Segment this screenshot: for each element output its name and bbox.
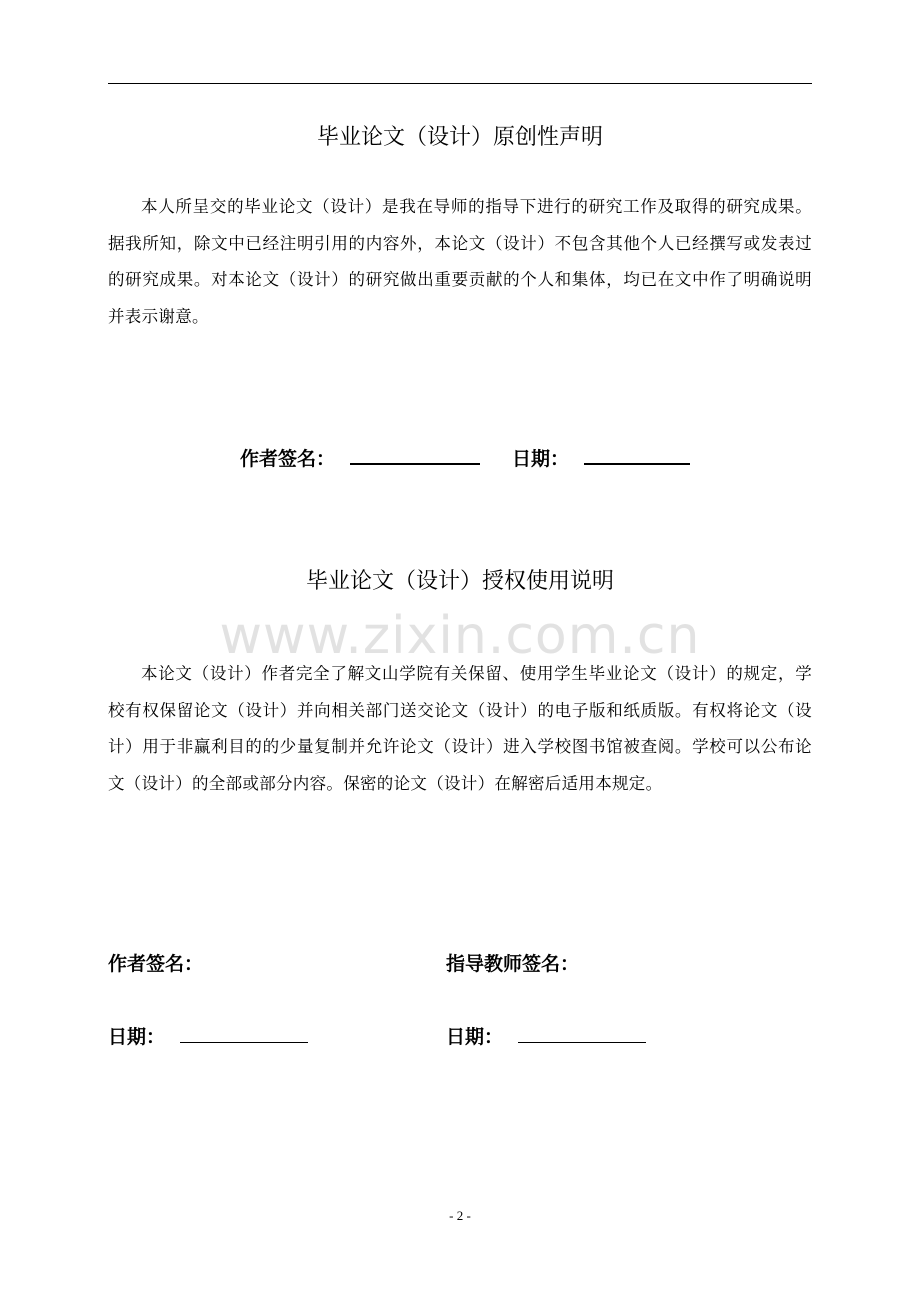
header-rule [108, 83, 812, 84]
watermark: www.zixin.com.cn [219, 606, 701, 666]
authorization-date-right [446, 1024, 646, 1049]
advisor-signature: 指导教师签名： [446, 953, 580, 975]
authorization-author-signature: 作者签名： [108, 953, 204, 975]
authorization-date-right-line [518, 1024, 646, 1043]
declaration-date-line [584, 445, 690, 465]
authorization-date-right-label: 日期： [446, 1026, 504, 1048]
declaration-body: 本人所呈交的毕业论文（设计）是我在导师的指导下进行的研究工作及取得的研究成果。据我所知，除文中已经注明引用的内容外，本论文（设计）不包含其他个人已经撰写或发表过的研究成果。对本论文（设计）的研究做出重要贡献的个人和集体，均已在文中作了明确说明并表示谢意。 [108, 197, 812, 326]
authorization-date-left [108, 1024, 308, 1049]
authorization-body: 本论文（设计）作者完全了解文山学院有关保留、使用学生毕业论文（设计）的规定，学校有权保留论文（设计）并向相关部门送交论文（设计）的电子版和纸质版。有权将论文（设计）用于非赢利目的的少量复制并允许论文（设计）进入学校图书馆被查阅。学校可以公布论文（设计）的全部或部分内容。保密的论文（设计）在解密后适用本规定。 [108, 664, 812, 793]
declaration-date [512, 445, 690, 471]
declaration-author-label: 作者签名： [240, 448, 336, 470]
declaration-author-line [350, 445, 480, 465]
declaration-author-signature [240, 445, 480, 471]
authorization-title: 毕业论文（设计）授权使用说明 [305, 569, 614, 594]
authorization-date-left-line [180, 1024, 308, 1043]
authorization-date-left-label: 日期： [108, 1026, 166, 1048]
declaration-date-label: 日期： [512, 448, 570, 470]
declaration-title: 毕业论文（设计）原创性声明 [316, 125, 603, 150]
page-number: - 2 - [449, 1208, 471, 1223]
